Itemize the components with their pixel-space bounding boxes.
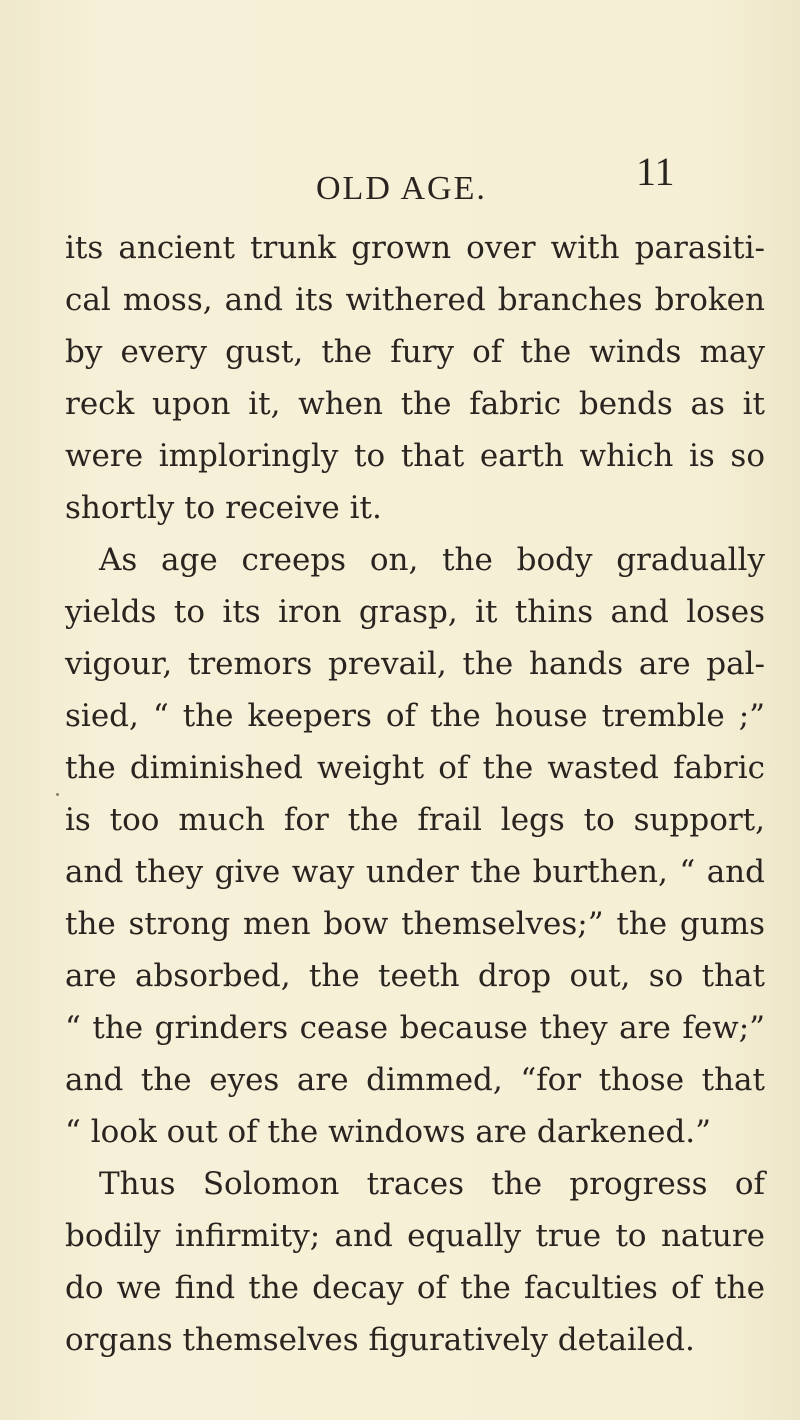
text-line: cal moss, and its withered branches broken: [65, 282, 765, 318]
text-line: the diminished weight of the wasted fabric: [65, 750, 765, 786]
body-text: [65, 222, 765, 1366]
text-line: bodily infirmity; and equally true to nature: [65, 1218, 765, 1254]
text-line: its ancient trunk grown over with parasiti-: [65, 230, 765, 266]
text-line: Thus Solomon traces the progress of: [99, 1166, 765, 1202]
running-title: OLD AGE.: [316, 170, 487, 207]
text-line: do we find the decay of the faculties of the: [65, 1270, 765, 1306]
text-line: shortly to receive it.: [65, 490, 382, 526]
page-number: 11: [636, 149, 675, 194]
text-line: As age creeps on, the body gradually: [99, 542, 765, 578]
text-line: reck upon it, when the fabric bends as it: [65, 386, 765, 422]
text-line: the strong men bow themselves;” the gums: [65, 906, 765, 942]
text-line: are absorbed, the teeth drop out, so that: [65, 958, 765, 994]
text-line: is too much for the frail legs to support,: [65, 802, 765, 838]
text-line: “ look out of the windows are darkened.”: [65, 1114, 711, 1150]
text-line: organs themselves figuratively detailed.: [65, 1322, 695, 1358]
text-line: sied, “ the keepers of the house tremble ;”: [65, 698, 765, 734]
text-line: vigour, tremors prevail, the hands are pal-: [65, 646, 765, 682]
text-line: and the eyes are dimmed, “for those that: [65, 1062, 765, 1098]
text-line: and they give way under the burthen, “ and: [65, 854, 765, 890]
text-line: “ the grinders cease because they are few;”: [65, 1010, 765, 1046]
text-line: by every gust, the fury of the winds may: [65, 334, 765, 370]
margin-mark: [56, 793, 59, 796]
text-line: yields to its iron grasp, it thins and loses: [65, 594, 765, 630]
text-line: were imploringly to that earth which is so: [65, 438, 765, 474]
